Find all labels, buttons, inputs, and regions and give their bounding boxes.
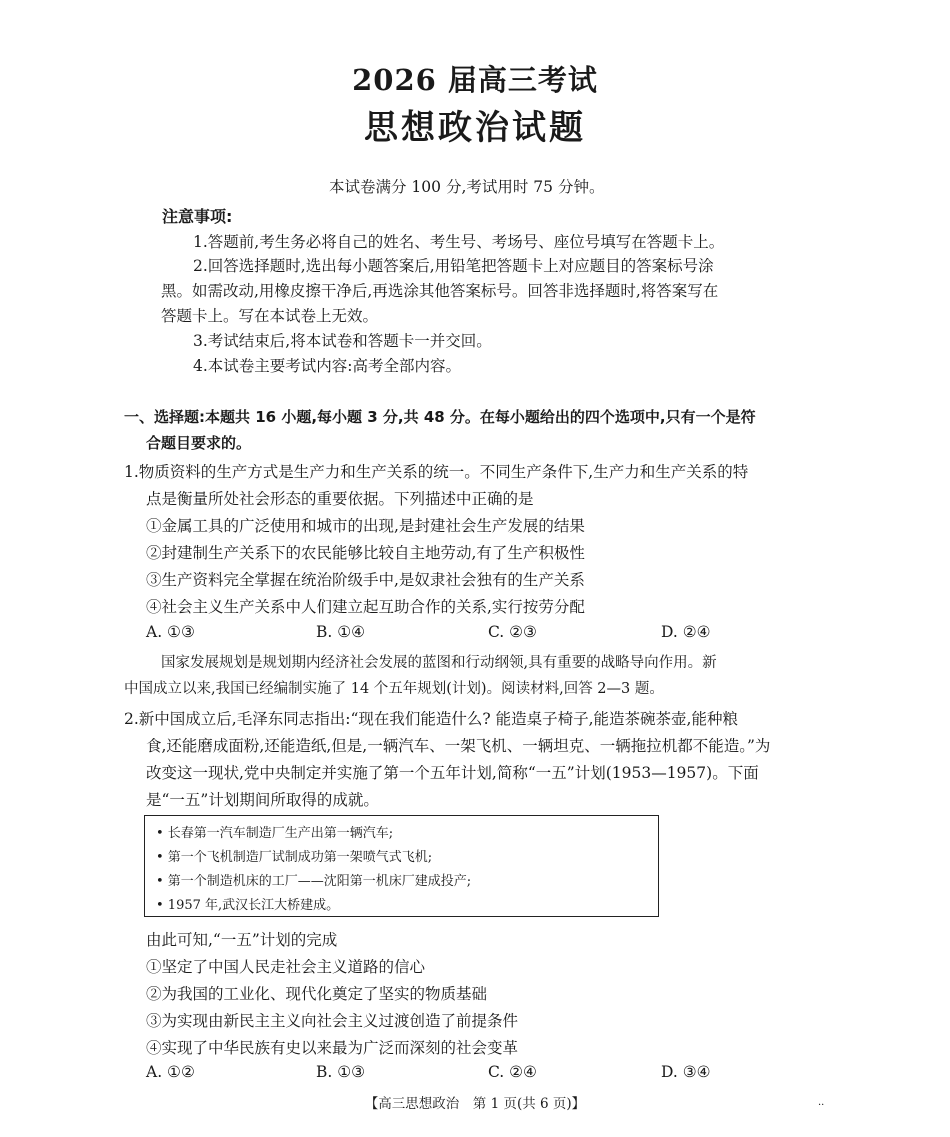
q1-option-c: C. ②③ (488, 623, 537, 641)
notice-item-2-line3: 答题卡上。写在本试卷上无效。 (161, 307, 379, 325)
q2-statement-4: ④实现了中华民族有史以来最为广泛而深刻的社会变革 (146, 1039, 519, 1057)
achievements-box (144, 815, 659, 917)
notice-item-4: 4.本试卷主要考试内容:高考全部内容。 (193, 357, 462, 375)
achievement-item: • 第一个制造机床的工厂——沈阳第一机床厂建成投产; (156, 874, 472, 889)
notice-item-1: 1.答题前,考生务必将自己的姓名、考生号、考场号、座位号填写在答题卡上。 (193, 233, 725, 251)
material-line2: 中国成立以来,我国已经编制实施了 14 个五年规划(计划)。阅读材料,回答 2—3 题。 (124, 681, 664, 697)
q1-statement-2: ②封建制生产关系下的农民能够比较自主地劳动,有了生产积极性 (146, 544, 585, 562)
q2-lead: 由此可知,“一五”计划的完成 (146, 931, 338, 949)
notice-heading: 注意事项: (162, 207, 233, 226)
q1-statement-4: ④社会主义生产关系中人们建立起互助合作的关系,实行按劳分配 (146, 598, 585, 616)
q2-stem-line4: 是“一五”计划期间所取得的成就。 (146, 791, 379, 809)
q2-statement-2: ②为我国的工业化、现代化奠定了坚实的物质基础 (146, 985, 488, 1003)
corner-mark: ·· (818, 1100, 825, 1111)
q2-statement-1: ①坚定了中国人民走社会主义道路的信心 (146, 958, 426, 976)
q1-stem-line2: 点是衡量所处社会形态的重要依据。下列描述中正确的是 (146, 490, 534, 508)
q2-stem-line2: 食,还能磨成面粉,还能造纸,但是,一辆汽车、一架飞机、一辆坦克、一辆拖拉机都不能造。”为 (146, 737, 771, 755)
q2-stem-line1: 2.新中国成立后,毛泽东同志指出:“现在我们能造什么? 能造桌子椅子,能造茶碗茶壶,能种粮 (124, 710, 738, 728)
notice-item-2-line1: 2.回答选择题时,选出每小题答案后,用铅笔把答题卡上对应题目的答案标号涂 (193, 257, 714, 275)
q2-option-a: A. ①② (146, 1063, 195, 1081)
material-line1: 国家发展规划是规划期内经济社会发展的蓝图和行动纲领,具有重要的战略导向作用。新 (161, 655, 717, 671)
q2-stem-line3: 改变这一现状,党中央制定并实施了第一个五年计划,简称“一五”计划(1953—1957)。下面 (146, 764, 759, 782)
exam-title-subject: 思想政治试题 (364, 108, 586, 148)
notice-item-3: 3.考试结束后,将本试卷和答题卡一并交回。 (193, 332, 492, 350)
q1-option-b: B. ①④ (316, 623, 366, 641)
achievement-item: • 1957 年,武汉长江大桥建成。 (156, 898, 340, 913)
exam-title-year: 2026 届高三考试 (352, 63, 598, 97)
q2-option-b: B. ①③ (316, 1063, 366, 1081)
section-heading-line2: 合题目要求的。 (146, 434, 252, 452)
q1-stem-line1: 1.物质资料的生产方式是生产力和生产关系的统一。不同生产条件下,生产力和生产关系的特 (124, 463, 749, 481)
q1-option-a: A. ①③ (146, 623, 195, 641)
notice-item-2-line2: 黑。如需改动,用橡皮擦干净后,再选涂其他答案标号。回答非选择题时,将答案写在 (161, 282, 719, 300)
q1-statement-1: ①金属工具的广泛使用和城市的出现,是封建社会生产发展的结果 (146, 517, 585, 535)
q1-statement-3: ③生产资料完全掌握在统治阶级手中,是奴隶社会独有的生产关系 (146, 571, 585, 589)
q2-option-d: D. ③④ (661, 1063, 711, 1081)
achievement-item: • 第一个飞机制造厂试制成功第一架喷气式飞机; (156, 850, 433, 865)
achievement-item: • 长春第一汽车制造厂生产出第一辆汽车; (156, 826, 394, 841)
q2-statement-3: ③为实现由新民主主义向社会主义过渡创造了前提条件 (146, 1012, 519, 1030)
q2-option-c: C. ②④ (488, 1063, 537, 1081)
section-heading-line1: 一、选择题:本题共 16 小题,每小题 3 分,共 48 分。在每小题给出的四个选项中,只有一个是符 (124, 408, 756, 426)
score-time-note: 本试卷满分 100 分,考试用时 75 分钟。 (329, 178, 605, 196)
page-footer: 【高三思想政治 第 1 页(共 6 页)】 (364, 1096, 586, 1112)
q1-option-d: D. ②④ (661, 623, 711, 641)
